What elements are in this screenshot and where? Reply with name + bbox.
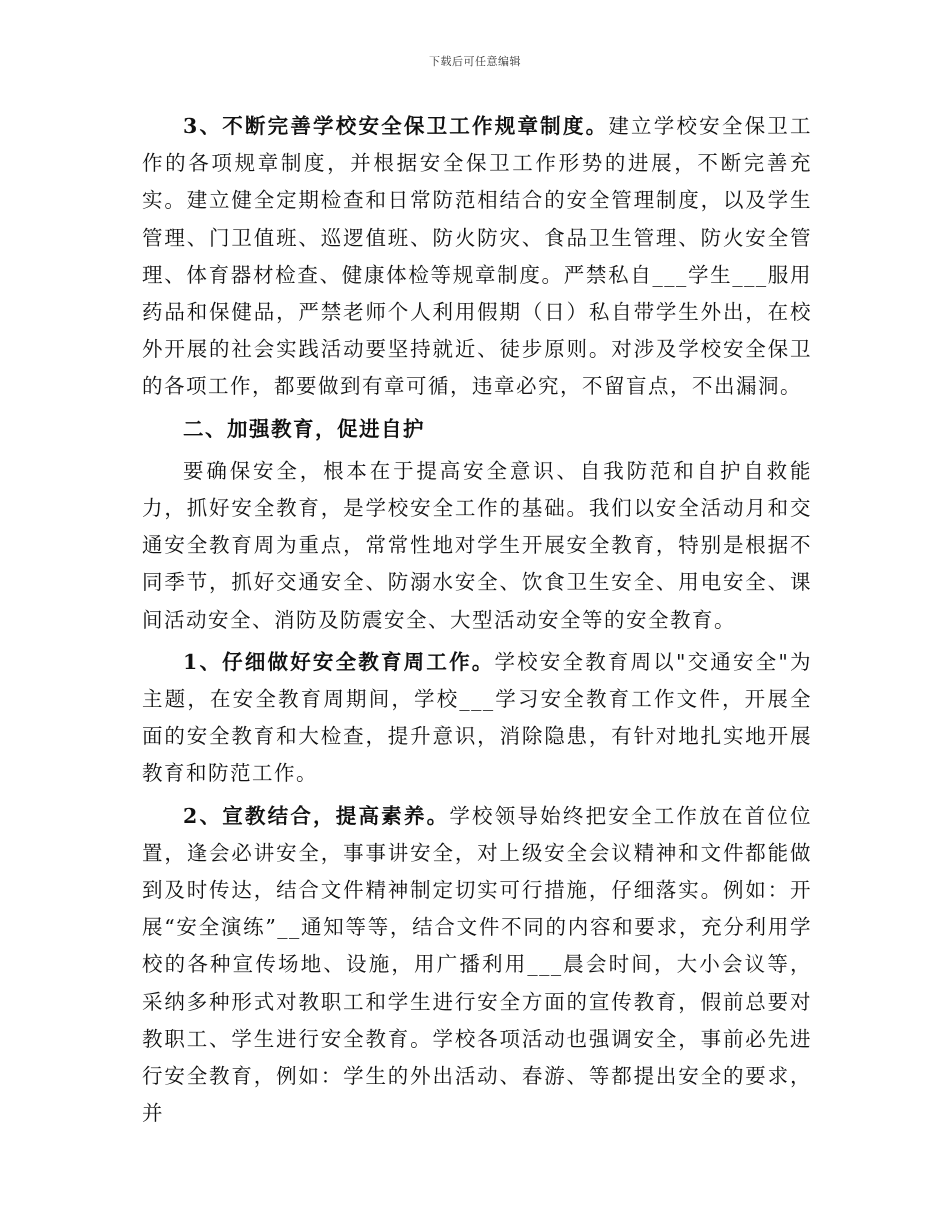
paragraph-regulations bbox=[142, 108, 812, 406]
paragraph-lead: 3、不断完善学校安全保卫工作规章制度。 bbox=[183, 114, 609, 138]
paragraph-publicity bbox=[142, 798, 812, 1133]
page-header: 下载后可任意编辑 bbox=[429, 55, 521, 68]
paragraph-text: 要确保安全，根本在于提高安全意识、自我防范和自护自救能力，抓好安全教育，是学校安全工作的基础。我们以安全活动月和交通安全教育周为重点，常常性地对学生开展安全教育，特别是根据不同季节，抓好交通安全、防溺水安全、饮食卫生安全、用电安全、课间活动安全、消防及防震安全、大型活动安全等的安全教育。 bbox=[142, 458, 812, 632]
section-heading bbox=[142, 411, 812, 448]
paragraph-safety-education bbox=[142, 453, 812, 639]
paragraph-text: 学校领导始终把安全工作放在首位位置，逢会必讲安全，事事讲安全，对上级安全会议精神和文件都能做到及时传达，结合文件精神制定切实可行措施，仔细落实。例如：开展“安全演练”__通知等等，结合文件不同的内容和要求，充分利用学校的各种宣传场地、设施，用广播利用___晨会时间，大小会议等，采纳多种形式对教职工和学生进行安全方面的宣传教育，假前总要对教职工、学生进行安全教育。学校各项活动也强调安全，事前必先进行安全教育，例如：学生的外出活动、春游、等都提出安全的要求，并 bbox=[142, 803, 812, 1126]
paragraph-lead: 1、仔细做好安全教育周工作。 bbox=[183, 649, 495, 674]
paragraph-text: 建立学校安全保卫工作的各项规章制度，并根据安全保卫工作形势的进展，不断完善充实。建立健全定期检查和日常防范相结合的安全管理制度，以及学生管理、门卫值班、巡逻值班、防火防灾、食品卫生管理、防火安全管理、体育器材检查、健康体检等规章制度。严禁私自___学生___服用药品和保健品，严禁老师个人利用假期（日）私自带学生外出，在校外开展的社会实践活动要坚持就近、徒步原则。对涉及学校安全保卫的各项工作，都要做到有章可循，违章必究，不留盲点，不出漏洞。 bbox=[142, 114, 813, 399]
document-body bbox=[142, 108, 812, 1132]
section-heading-text: 二、加强教育，促进自护 bbox=[183, 416, 425, 441]
paragraph-lead: 2、宣教结合，提高素养。 bbox=[183, 803, 450, 828]
paragraph-education-week bbox=[142, 644, 812, 793]
paragraph-text: 学校安全教育周以"交通安全"为主题，在安全教育周期间，学校___学习安全教育工作文件，开展全面的安全教育和大检查，提升意识，消除隐患，有针对地扎实地开展教育和防范工作。 bbox=[142, 649, 812, 786]
